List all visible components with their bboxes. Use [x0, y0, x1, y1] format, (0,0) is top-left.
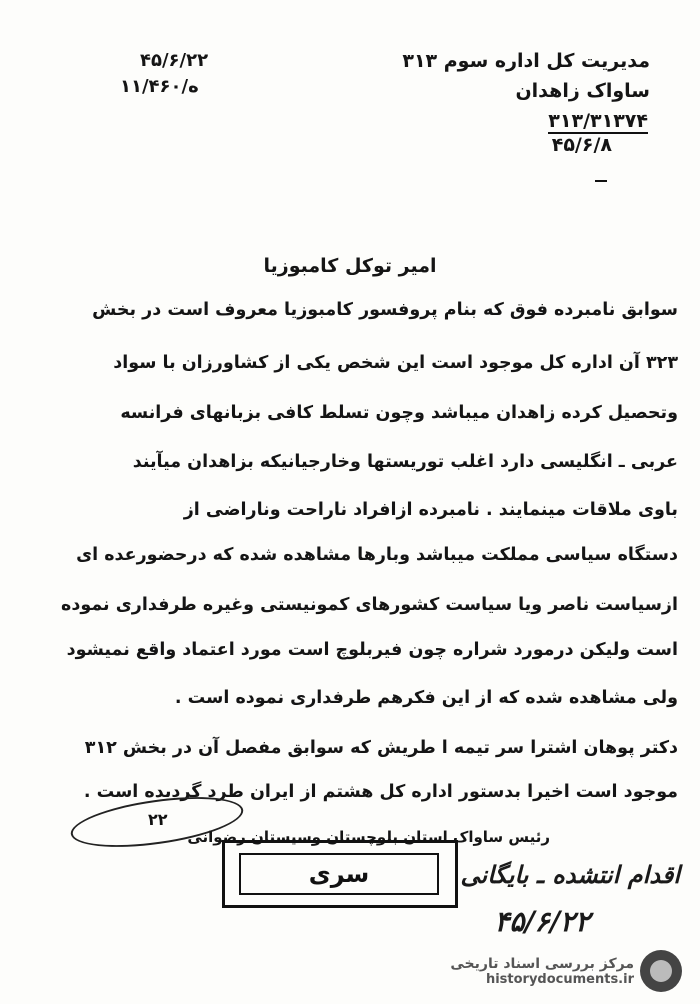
header-ref-number: ۳۱۳/۳۱۳۷۴	[548, 110, 648, 132]
handwritten-note: اقدام انتشده ـ بایگانی	[460, 860, 680, 889]
header-left-date: ۴۵/۶/۲۲	[140, 50, 209, 71]
body-line-10: دکتر پوهان اشترا سر تیمه ا طریش که سوابق مفصل آن در بخش ۳۱۲	[84, 738, 678, 758]
handwritten-date: ۴۵/۶/۲۲	[494, 905, 590, 938]
header-branch: ساواک زاهدان	[515, 80, 650, 102]
body-line-11: موجود است اخیرا بدستور اداره کل هشتم از ایران طرد گردیده است .	[83, 782, 678, 802]
watermark	[450, 950, 682, 992]
stamp-text: سری	[239, 853, 439, 895]
body-line-1: سوابق نامبرده فوق که بنام پروفسور کامبوزیا معروف است در بخش	[92, 300, 678, 320]
signature-line: رئیس ساواک استان بلوچستان وسیستان رضوانی	[187, 828, 550, 846]
body-line-3: وتحصیل کرده زاهدان میباشد وچون تسلط کافی بزبانهای فرانسه	[120, 403, 678, 423]
body-line-8: است ولیکن درمورد شراره چون فیربلوچ است مورد اعتماد واقع نمیشود	[66, 640, 678, 660]
document-title: امیر توکل کامبوزیا	[263, 255, 437, 277]
secret-stamp	[222, 840, 458, 908]
watermark-name: مرکز بررسی اسناد تاریخی	[450, 955, 634, 972]
watermark-logo-icon	[640, 950, 682, 992]
header-dash	[595, 180, 607, 182]
body-line-9: ولی مشاهده شده که از این فکرهم طرفداری نموده است .	[174, 688, 678, 708]
body-line-6: دستگاه سیاسی مملکت میباشد وبارها مشاهده شده که درحضورعده ای	[76, 545, 678, 565]
signature-number: ۲۲	[148, 810, 168, 829]
header-ref-date: ۴۵/۶/۸	[551, 134, 612, 156]
header-office: مدیریت کل اداره سوم ۳۱۳	[402, 50, 650, 72]
body-line-2: ۳۲۳ آن اداره کل موجود است این شخص یکی از کشاورزان با سواد	[113, 353, 678, 373]
body-line-7: ازسیاست ناصر ویا سیاست کشورهای کمونیستی وغیره طرفداری نموده	[61, 595, 678, 615]
body-line-5: باوی ملاقات مینمایند . نامبرده ازافراد ناراحت وناراضی از	[183, 500, 678, 520]
body-line-4: عربی ـ انگلیسی دارد اغلب توریستها وخارجیانیکه بزاهدان میآیند	[132, 452, 678, 472]
watermark-site: historydocuments.ir	[485, 971, 634, 987]
header-left-number: ۱۱/۴۶۰/ه	[120, 76, 199, 97]
